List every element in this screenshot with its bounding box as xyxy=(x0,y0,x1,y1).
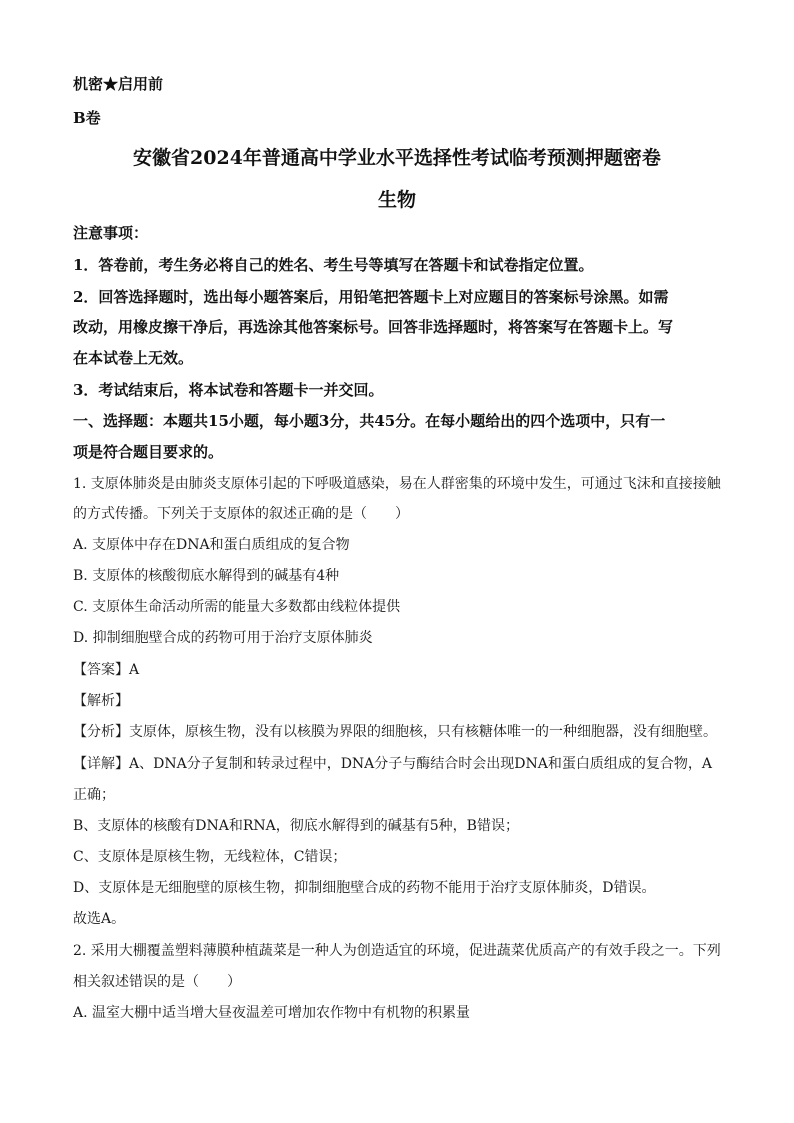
fenxi-text: 支原体，原核生物，没有以核膜为界限的细胞核，只有核糖体唯一的一种细胞器，没有细胞壁。 xyxy=(129,724,717,740)
q1-answer xyxy=(73,660,139,680)
q2-stem-line-2: 相关叙述错误的是（ ） xyxy=(73,974,241,990)
section-heading-line-2: 项是符合题目要求的。 xyxy=(73,443,224,461)
notice-item-2-line-3: 在本试卷上无效。 xyxy=(73,349,194,367)
q2-option-a: A. 温室大棚中适当增大昼夜温差可增加农作物中有机物的积累量 xyxy=(73,1005,471,1021)
q1-detail-line-2: 正确； xyxy=(73,787,115,803)
notice-item-3: 3．考试结束后，将本试卷和答题卡一并交回。 xyxy=(73,381,384,399)
section-heading-line-1: 一、选择题：本题共15小题，每小题3分，共45分。在每小题给出的四个选项中，只有一 xyxy=(73,412,666,430)
fenxi-tag: 【分析】 xyxy=(73,724,129,740)
q2-stem-line-1: 2. 采用大棚覆盖塑料薄膜种植蔬菜是一种人为创造适宜的环境，促进蔬菜优质高产的有效手段之一。下列 xyxy=(73,943,721,959)
q1-option-d: D. 抑制细胞壁合成的药物可用于治疗支原体肺炎 xyxy=(73,630,373,646)
volume-label: B卷 xyxy=(73,109,101,127)
detail-text-a: A、DNA分子复制和转录过程中，DNA分子与酶结合时会出现DNA和蛋白质组成的复合物，A xyxy=(129,756,712,772)
answer-value: A xyxy=(129,662,140,678)
subject-title: 生物 xyxy=(377,189,416,211)
exam-title: 安徽省2024年普通高中学业水平选择性考试临考预测押题密卷 xyxy=(133,147,661,169)
q1-option-c: C. 支原体生命活动所需的能量大多数都由线粒体提供 xyxy=(73,599,401,615)
answer-tag: 【答案】 xyxy=(73,662,129,678)
q1-option-b: B. 支原体的核酸彻底水解得到的碱基有4种 xyxy=(73,568,340,584)
notice-heading: 注意事项： xyxy=(73,224,149,242)
notice-item-2-line-2: 改动，用橡皮擦干净后，再选涂其他答案标号。回答非选择题时，将答案写在答题卡上。写 xyxy=(73,318,674,336)
detail-tag: 【详解】 xyxy=(73,756,129,772)
q1-stem-line-2: 的方式传播。下列关于支原体的叙述正确的是（ ） xyxy=(73,506,409,522)
q1-detail-d: D、支原体是无细胞壁的原核生物，抑制细胞壁合成的药物不能用于治疗支原体肺炎，D错误。 xyxy=(73,880,656,896)
q1-detail-b: B、支原体的核酸有DNA和RNA，彻底水解得到的碱基有5种，B错误； xyxy=(73,818,519,834)
q1-detail-line-1 xyxy=(73,754,712,774)
confidential-label: 机密★启用前 xyxy=(73,75,164,93)
notice-item-1: 1．答卷前，考生务必将自己的姓名、考生号等填写在答题卡和试卷指定位置。 xyxy=(73,256,594,274)
q1-stem-line-1: 1. 支原体肺炎是由肺炎支原体引起的下呼吸道感染，易在人群密集的环境中发生，可通过飞沫和直接接触 xyxy=(73,476,721,492)
q1-fenxi xyxy=(73,722,717,742)
q1-option-a: A. 支原体中存在DNA和蛋白质组成的复合物 xyxy=(73,537,350,553)
q1-detail-c: C、支原体是原核生物，无线粒体，C错误； xyxy=(73,849,347,865)
analysis-tag: 【解析】 xyxy=(73,693,129,709)
notice-item-2-line-1: 2．回答选择题时，选出每小题答案后，用铅笔把答题卡上对应题目的答案标号涂黑。如需 xyxy=(73,288,669,306)
q1-conclusion: 故选A。 xyxy=(73,911,126,927)
